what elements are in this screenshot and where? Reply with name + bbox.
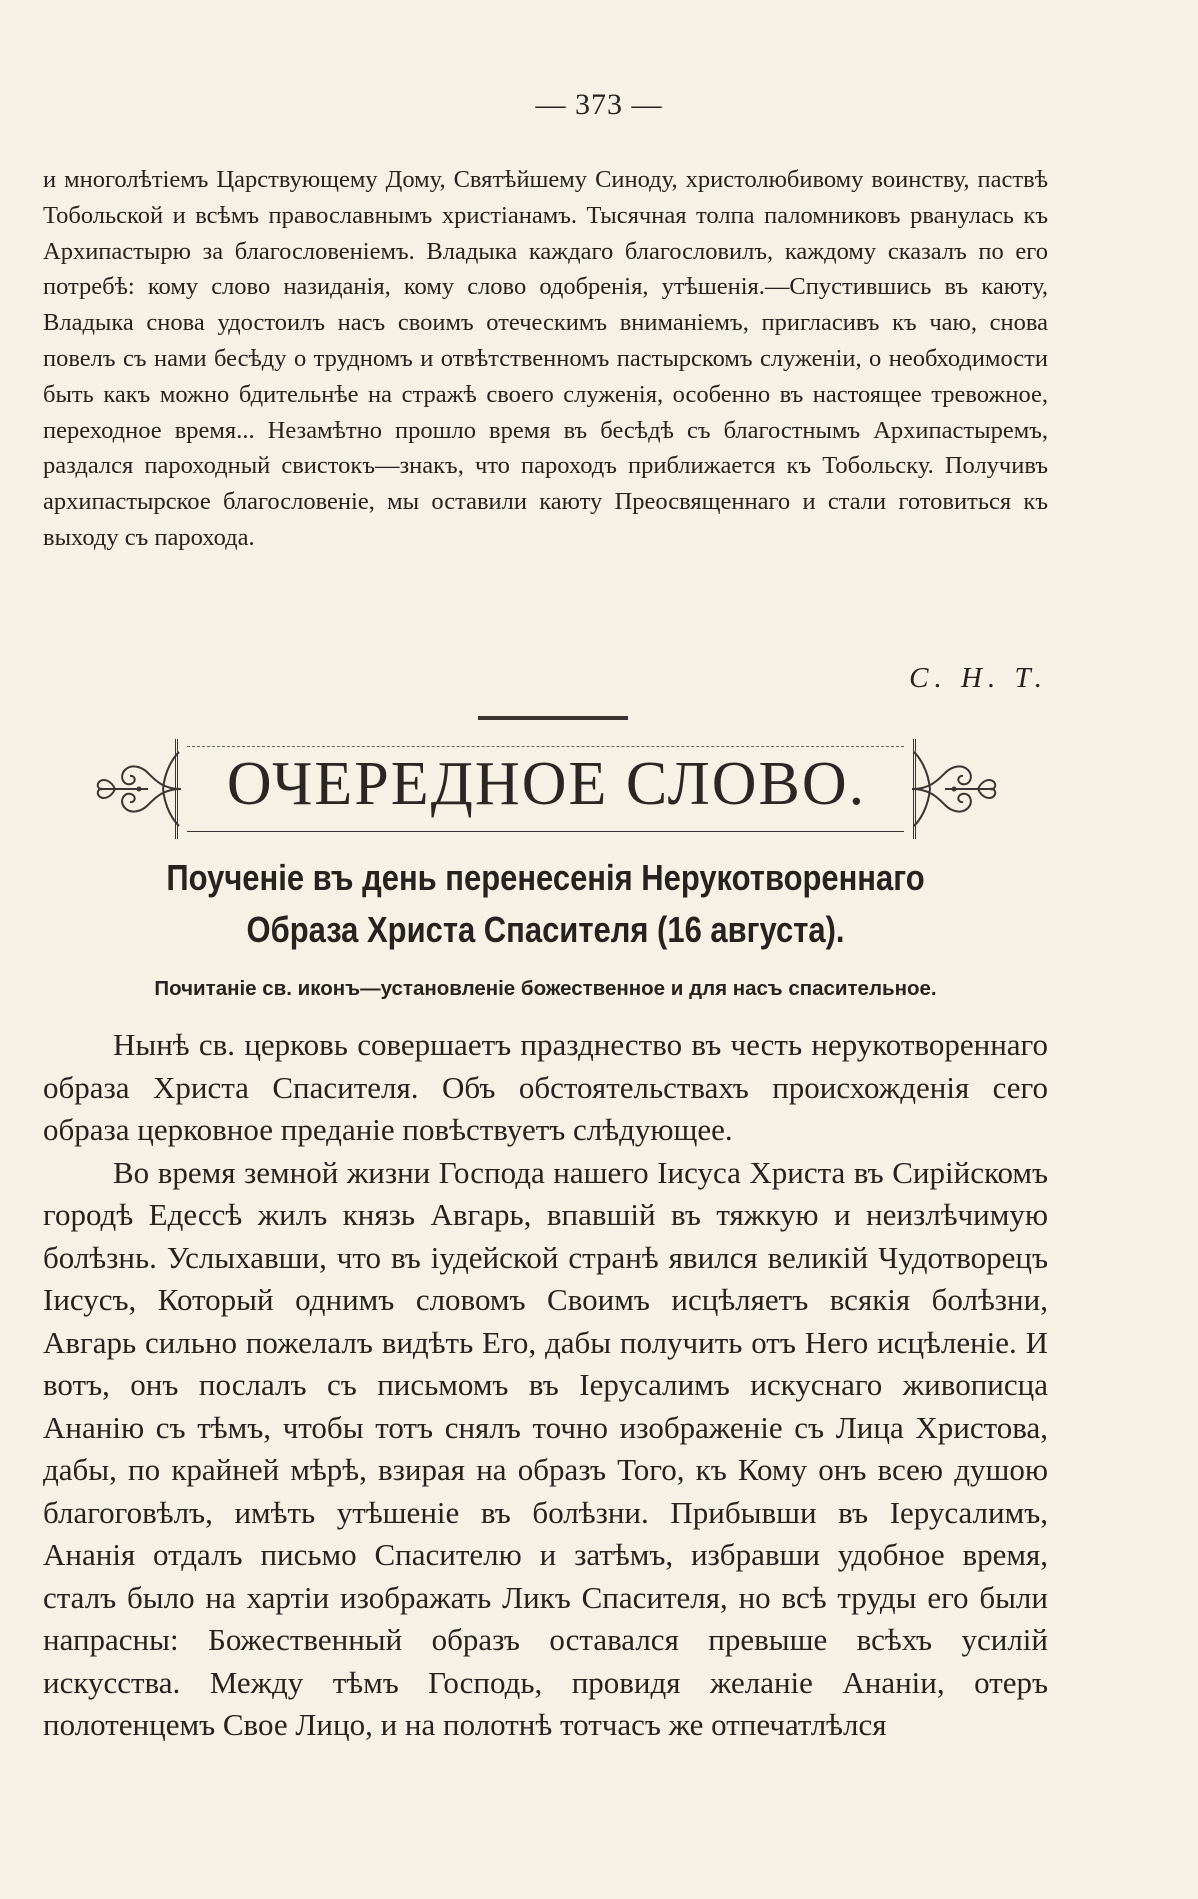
section-divider — [478, 716, 628, 720]
sermon-title: Поученіе въ день перенесенія Нерукотвореннаго Образа Христа Спасителя (16 августа). — [166, 857, 925, 950]
section-banner — [95, 740, 998, 838]
section-title: ОЧЕРЕДНОЕ СЛОВО. — [226, 750, 867, 818]
sermon-body — [43, 1024, 1048, 1747]
author-signature: С. Н. Т. — [909, 662, 1048, 694]
page-number: — 373 — — [535, 88, 663, 121]
right-flourish-ornament — [908, 740, 1000, 838]
sermon-subtitle: Почитаніе св. иконъ—установленіе божественное и для насъ спасительное. — [154, 977, 937, 1000]
paragraph: Нынѣ св. церковь совершаетъ празднество въ честь нерукотвореннаго образа Христа Спасителя. Объ обстоятельствахъ происхожденія сего образа церковное преданіе повѣствуетъ слѣдующее. — [43, 1027, 1048, 1147]
paragraph: Во время земной жизни Господа нашего Іисуса Христа въ Сирійскомъ городѣ Едессѣ жилъ князь Авгарь, впавшій въ тяжкую и неизлѣчимую болѣзнь. Услыхавши, что въ іудейской странѣ явился великій Чудотворецъ Іисусъ, Который однимъ словомъ Своимъ исцѣляетъ всякія болѣзни, Авгарь сильно пожелалъ видѣть Его, дабы получить отъ Него исцѣленіе. И вотъ, онъ послалъ съ письмомъ въ Іерусалимъ искуснаго живописца Ананію съ тѣмъ, чтобы тотъ снялъ точно изображеніе съ Лица Христова, дабы, по крайней мѣрѣ, взирая на образъ Того, къ Кому онъ всею душою благоговѣлъ, имѣть утѣшеніе въ болѣзни. Прибывши въ Іерусалимъ, Ананія отдалъ письмо Спасителю и затѣмъ, избравши удобное время, сталъ было на хартіи изображать Ликъ Спасителя, но всѣ труды его были напрасны: Божественный образъ оставался превыше всѣхъ усилій искусства. Между тѣмъ Господь, провидя желаніе Ананіи, отеръ полотенцемъ Свое Лицо, и на полотнѣ тотчасъ же отпечатлѣлся — [43, 1154, 1048, 1742]
previous-article-text: и многолѣтіемъ Царствующему Дому, Святѣйшему Синоду, христолюбивому воинству, паствѣ Тобольской и всѣмъ православнымъ христіанамъ. Тысячная толпа паломниковъ рванулась къ Архипастырю за благословеніемъ. Владыка каждаго благословилъ, каждому сказалъ по его потребѣ: кому слово назиданія, кому слово одобренія, утѣшенія.—Спустившись въ каюту, Владыка снова удостоилъ насъ своимъ отеческимъ вниманіемъ, пригласивъ къ чаю, снова повелъ съ нами бесѣду о трудномъ и отвѣтственномъ пастырскомъ служеніи, о необходимости быть какъ можно бдительнѣе на стражѣ своего служенія, особенно въ настоящее тревожное, переходное время... Незамѣтно прошло время въ бесѣдѣ съ благостнымъ Архипастыремъ, раздался пароходный свистокъ—знакъ, что пароходъ приближается къ Тобольску. Получивъ архипастырское благословеніе, мы оставили каюту Преосвященнаго и стали готовиться къ выходу съ парохода. — [43, 166, 1048, 551]
